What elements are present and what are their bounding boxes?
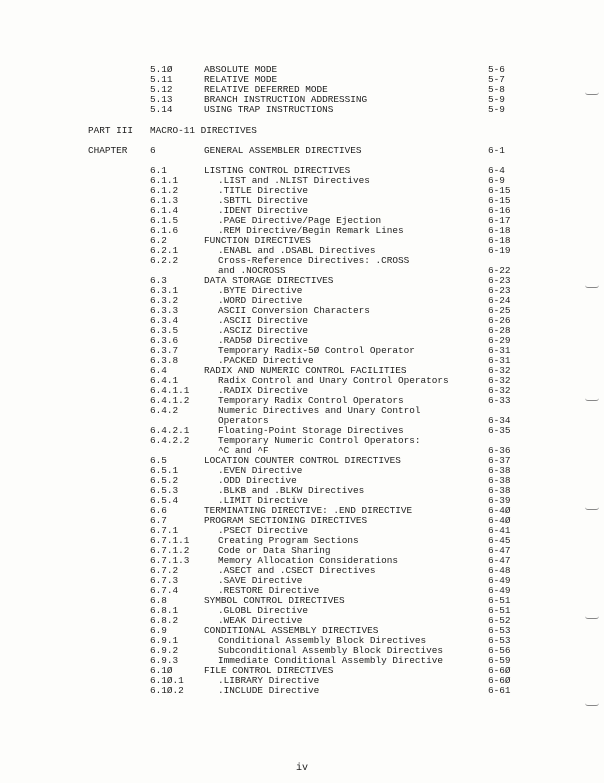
entry-page: 6-29 [488,335,511,346]
entry-title: .EVEN Directive [218,465,303,476]
entry-page: 6-33 [488,395,511,406]
margin-mark [585,398,599,401]
entry-title: TERMINATING DIRECTIVE: .END DIRECTIVE [204,505,413,516]
entry-page: 6-48 [488,565,511,576]
entry-number: 6.1.2 [150,185,179,196]
entry-number: 6.7.1.3 [150,555,190,566]
toc-entry [0,566,604,576]
entry-title: .INCLUDE Directive [218,685,320,696]
entry-title: RADIX AND NUMERIC CONTROL FACILITIES [204,365,407,376]
entry-page: 6-23 [488,285,511,296]
entry-number: 6.7.1.1 [150,535,190,546]
entry-number: 6.5.1 [150,465,179,476]
entry-page: 6-18 [488,225,511,236]
entry-page: 6-26 [488,315,511,326]
entry-title: .RAD5Ø Directive [218,335,309,346]
entry-page: 6-15 [488,185,511,196]
entry-page: 6-4Ø [488,515,511,526]
toc-entry [0,406,604,416]
chapter-label: CHAPTER [88,145,128,156]
entry-number: 6.4.2 [150,405,179,416]
entry-number: 6.3.1 [150,285,179,296]
entry-number: 6.9.2 [150,645,179,656]
entry-title: .IDENT Directive [218,205,309,216]
entry-page: 5-9 [488,94,505,105]
entry-number: 6.3.4 [150,315,179,326]
entry-title: .PAGE Directive/Page Ejection [218,215,382,226]
entry-number: 6.7.4 [150,585,179,596]
toc-entry [0,256,604,266]
entry-page: 6-47 [488,545,511,556]
entry-title: Temporary Radix-5Ø Control Operator [218,345,415,356]
entry-page: 6-18 [488,235,511,246]
entry-page: 6-15 [488,195,511,206]
margin-mark [585,703,599,706]
entry-number: 6.8.2 [150,615,179,626]
entry-title: RELATIVE MODE [204,74,278,85]
entry-title: Temporary Numeric Control Operators: [218,435,421,446]
entry-title: RELATIVE DEFERRED MODE [204,84,328,95]
entry-title: .RESTORE Directive [218,585,320,596]
entry-title: LOCATION COUNTER CONTROL DIRECTIVES [204,455,401,466]
entry-number: 6.1.3 [150,195,179,206]
entry-title: BRANCH INSTRUCTION ADDRESSING [204,94,368,105]
entry-page: 6-38 [488,485,511,496]
toc-entry [0,686,604,696]
entry-title: .ENABL and .DSABL Directives [218,245,376,256]
entry-number: 6.5.2 [150,475,179,486]
margin-mark [585,507,599,510]
entry-number: 6.7 [150,515,167,526]
entry-title: Code or Data Sharing [218,545,331,556]
entry-title: Immediate Conditional Assembly Directive [218,655,444,666]
entry-number: 6.1Ø [150,665,173,676]
margin-mark [585,285,599,288]
entry-number: 6.9.1 [150,635,179,646]
part-heading [0,126,604,136]
entry-number: 5.1Ø [150,64,173,75]
entry-title: FUNCTION DIRECTIVES [204,235,311,246]
entry-number: 6.7.1 [150,525,179,536]
entry-title: .PACKED Directive [218,355,314,366]
entry-number: 6.1.6 [150,225,179,236]
toc-entry [0,65,604,75]
entry-number: 5.14 [150,104,173,115]
entry-number: 6.4.2.1 [150,425,190,436]
entry-title: .BLKB and .BLKW Directives [218,485,365,496]
entry-number: 6.4.1.1 [150,385,190,396]
entry-page: 6-41 [488,525,511,536]
toc-entry [0,286,604,296]
entry-page: 6-38 [488,475,511,486]
entry-page: 6-35 [488,425,511,436]
entry-title: .PSECT Directive [218,525,309,536]
entry-title: .GLOBL Directive [218,605,309,616]
entry-number: 5.11 [150,74,173,85]
entry-number: 6.2 [150,235,167,246]
entry-page: 6-17 [488,215,511,226]
entry-page: 6-31 [488,355,511,366]
entry-number: 6.9.3 [150,655,179,666]
entry-number: 6.3.5 [150,325,179,336]
entry-title: Operators [218,415,269,426]
entry-title: DATA STORAGE DIRECTIVES [204,275,334,286]
entry-number: 5.12 [150,84,173,95]
entry-number: 6.1.5 [150,215,179,226]
entry-title: .LIMIT Directive [218,495,309,506]
entry-title: .ASECT and .CSECT Directives [218,565,376,576]
entry-title: LISTING CONTROL DIRECTIVES [204,165,351,176]
entry-page: 6-38 [488,465,511,476]
entry-title: Floating-Point Storage Directives [218,425,404,436]
entry-title: Subconditional Assembly Block Directives [218,645,444,656]
entry-page: 6-49 [488,575,511,586]
entry-page: 6-16 [488,205,511,216]
entry-number: 6.4.1.2 [150,395,190,406]
entry-title: ABSOLUTE MODE [204,64,278,75]
entry-number: 6.1.4 [150,205,179,216]
toc-entry [0,466,604,476]
entry-page: 6-47 [488,555,511,566]
entry-page: 6-52 [488,615,511,626]
entry-page: 6-6Ø [488,665,511,676]
entry-page: 6-23 [488,275,511,286]
toc-entry [0,105,604,115]
entry-title: .SBTTL Directive [218,195,309,206]
entry-page: 6-22 [488,265,511,276]
chapter-page: 6-1 [488,145,505,156]
entry-title: .WEAK Directive [218,615,303,626]
entry-number: 6.1Ø.2 [150,685,184,696]
entry-number: 6.3.8 [150,355,179,366]
entry-page: 6-37 [488,455,511,466]
entry-title: Radix Control and Unary Control Operators [218,375,449,386]
entry-title: FILE CONTROL DIRECTIVES [204,665,334,676]
entry-page: 6-19 [488,245,511,256]
entry-page: 6-28 [488,325,511,336]
entry-page: 6-53 [488,635,511,646]
entry-page: 6-4Ø [488,505,511,516]
entry-title: ASCII Conversion Characters [218,305,370,316]
entry-page: 6-45 [488,535,511,546]
entry-number: 6.1Ø.1 [150,675,184,686]
entry-title: USING TRAP INSTRUCTIONS [204,104,334,115]
entry-page: 6-39 [488,495,511,506]
entry-number: 6.3.6 [150,335,179,346]
margin-mark [585,92,599,95]
entry-number: 5.13 [150,94,173,105]
entry-title: .TITLE Directive [218,185,309,196]
entry-page: 5-6 [488,64,505,75]
part-label: PART III [88,125,134,136]
entry-title: SYMBOL CONTROL DIRECTIVES [204,595,345,606]
part-title: MACRO-11 DIRECTIVES [150,125,257,136]
entry-page: 6-24 [488,295,511,306]
entry-number: 6.2.2 [150,255,179,266]
entry-number: 6.5.4 [150,495,179,506]
chapter-number: 6 [150,145,156,156]
entry-title: Creating Program Sections [218,535,359,546]
entry-number: 6.3.7 [150,345,179,356]
entry-title: .REM Directive/Begin Remark Lines [218,225,404,236]
entry-title: .WORD Directive [218,295,303,306]
entry-number: 6.5 [150,455,167,466]
chapter-heading [0,146,604,156]
entry-number: 6.1.1 [150,175,179,186]
entry-page: 5-8 [488,84,505,95]
entry-page: 6-51 [488,595,511,606]
entry-page: 6-34 [488,415,511,426]
entry-title: and .NOCROSS [218,265,286,276]
entry-title: .LIBRARY Directive [218,675,320,686]
entry-page: 6-36 [488,445,511,456]
entry-title: Cross-Reference Directives: .CROSS [218,255,410,266]
entry-page: 6-9 [488,175,505,186]
toc-entry [0,436,604,446]
entry-number: 6.3.3 [150,305,179,316]
entry-title: CONDITIONAL ASSEMBLY DIRECTIVES [204,625,379,636]
entry-title: .BYTE Directive [218,285,303,296]
entry-page: 6-31 [488,345,511,356]
entry-page: 5-7 [488,74,505,85]
entry-page: 6-32 [488,365,511,376]
entry-number: 6.4.1 [150,375,179,386]
entry-page: 6-56 [488,645,511,656]
entry-page: 6-49 [488,585,511,596]
page-number: iv [295,763,308,774]
entry-number: 6.2.1 [150,245,179,256]
entry-page: 6-6Ø [488,675,511,686]
entry-number: 6.9 [150,625,167,636]
entry-title: PROGRAM SECTIONING DIRECTIVES [204,515,368,526]
entry-title: Numeric Directives and Unary Control [218,405,421,416]
entry-number: 6.6 [150,505,167,516]
entry-title: ^C and ^F [218,445,269,456]
entry-page: 6-32 [488,375,511,386]
entry-title: .ODD Directive [218,475,297,486]
entry-number: 6.4.2.2 [150,435,190,446]
entry-page: 6-4 [488,165,505,176]
entry-page: 6-32 [488,385,511,396]
entry-number: 6.7.1.2 [150,545,190,556]
entry-number: 6.7.2 [150,565,179,576]
entry-title: .ASCIZ Directive [218,325,309,336]
margin-mark [585,616,599,619]
entry-title: .RADIX Directive [218,385,309,396]
entry-number: 6.5.3 [150,485,179,496]
entry-page: 5-9 [488,104,505,115]
entry-title: Conditional Assembly Block Directives [218,635,427,646]
toc-entry [0,456,604,466]
entry-title: Memory Allocation Considerations [218,555,399,566]
entry-number: 6.3 [150,275,167,286]
entry-page: 6-53 [488,625,511,636]
entry-title: .LIST and .NLIST Directives [218,175,370,186]
entry-page: 6-59 [488,655,511,666]
toc-entry [0,276,604,286]
entry-number: 6.7.3 [150,575,179,586]
entry-number: 6.4 [150,365,167,376]
entry-page: 6-51 [488,605,511,616]
entry-number: 6.8 [150,595,167,606]
entry-number: 6.1 [150,165,167,176]
entry-number: 6.3.2 [150,295,179,306]
entry-title: .SAVE Directive [218,575,303,586]
entry-number: 6.8.1 [150,605,179,616]
toc-entry [0,606,604,616]
entry-page: 6-25 [488,305,511,316]
chapter-title: GENERAL ASSEMBLER DIRECTIVES [204,145,362,156]
entry-title: .ASCII Directive [218,315,309,326]
entry-title: Temporary Radix Control Operators [218,395,404,406]
entry-page: 6-61 [488,685,511,696]
